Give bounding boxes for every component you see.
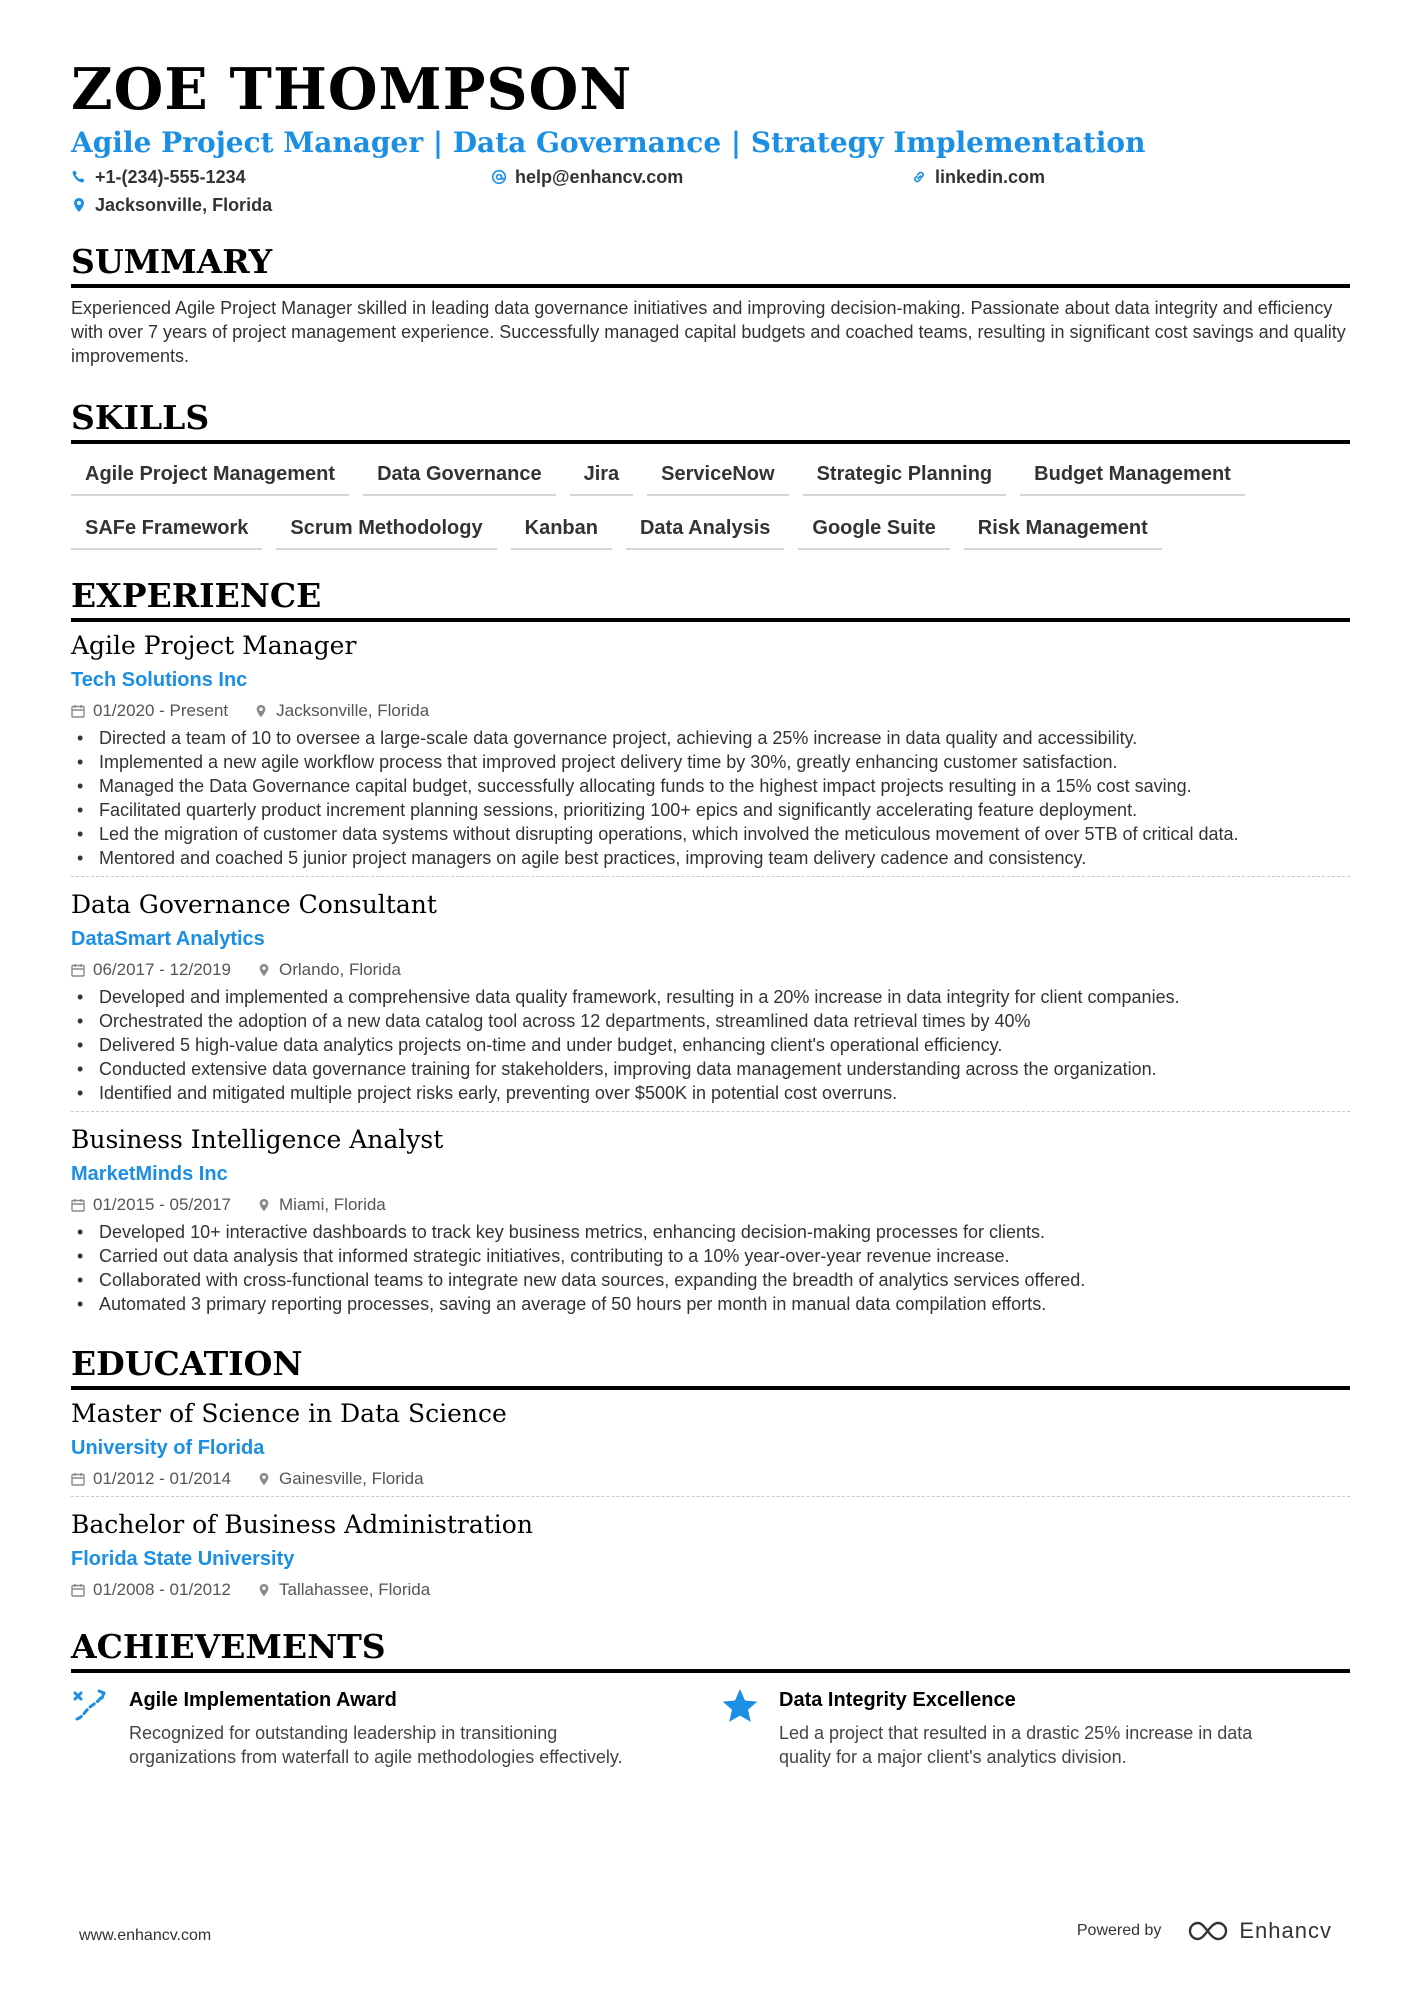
calendar-icon (71, 704, 85, 718)
skill-tag: Agile Project Management (71, 456, 349, 496)
location-pin-icon (71, 197, 87, 213)
email-address: help@enhancv.com (515, 166, 684, 187)
footer-branding (1077, 1918, 1332, 1944)
job-company[interactable]: MarketMinds Inc (71, 1163, 228, 1185)
education-entry (71, 1398, 1350, 1497)
school[interactable]: University of Florida (71, 1437, 265, 1459)
education-section (71, 1344, 1350, 1607)
skill-tag: Strategic Planning (803, 456, 1007, 496)
skill-tag: Jira (570, 456, 634, 496)
skills-section (71, 398, 1350, 550)
achievements-section (71, 1627, 1350, 1769)
job-dates: 06/2017 - 12/2019 (93, 960, 232, 979)
resume-page (71, 58, 1350, 1769)
job-company[interactable]: Tech Solutions Inc (71, 669, 248, 691)
job-location: Jacksonville, Florida (276, 701, 430, 720)
job-entry (71, 1124, 1350, 1322)
location-text: Jacksonville, Florida (95, 194, 273, 215)
skill-tag: Data Analysis (626, 510, 784, 550)
bullet-item: • Managed the Data Governance capital budget, successfully allocating funds to the highest impact projects resulting in a 15% cost saving. (71, 774, 1350, 798)
job-bullets (71, 726, 1350, 870)
bullet-item: • Automated 3 primary reporting processes, saving an average of 50 hours per month in manual data compilation efforts. (71, 1292, 1350, 1316)
education-meta (71, 1579, 1350, 1601)
section-title-education: EDUCATION (71, 1344, 1350, 1390)
contact-info (71, 166, 1350, 216)
contact-phone[interactable] (71, 166, 491, 188)
route-icon (71, 1687, 109, 1725)
education-location: Tallahassee, Florida (279, 1580, 431, 1599)
phone-number: +1-(234)-555-1234 (95, 166, 246, 187)
location-pin-icon (257, 1198, 271, 1212)
bullet-item: • Developed 10+ interactive dashboards to track key business metrics, enhancing decision-making processes for clients. (71, 1220, 1350, 1244)
skill-tag: SAFe Framework (71, 510, 262, 550)
achievement-description: Led a project that resulted in a drastic 25% increase in data quality for a major client's analytics division. (779, 1723, 1253, 1767)
job-location: Orlando, Florida (279, 960, 401, 979)
job-bullets (71, 985, 1350, 1105)
skill-tag: Budget Management (1020, 456, 1245, 496)
education-entry (71, 1509, 1350, 1607)
section-title-summary: SUMMARY (71, 242, 1350, 288)
skills-list (71, 456, 1350, 550)
degree: Bachelor of Business Administration (71, 1510, 533, 1539)
experience-section (71, 576, 1350, 1322)
job-entry (71, 889, 1350, 1112)
job-dates: 01/2015 - 05/2017 (93, 1195, 232, 1214)
education-meta (71, 1468, 1350, 1490)
school[interactable]: Florida State University (71, 1548, 295, 1570)
education-dates: 01/2008 - 01/2012 (93, 1580, 232, 1599)
achievements-list (71, 1687, 1350, 1769)
candidate-name: ZOE THOMPSON (71, 56, 633, 123)
section-title-achievements: ACHIEVEMENTS (71, 1627, 1350, 1673)
skill-tag: Data Governance (363, 456, 556, 496)
calendar-icon (71, 1198, 85, 1212)
degree: Master of Science in Data Science (71, 1399, 507, 1428)
contact-linkedin[interactable] (911, 166, 1350, 188)
job-role: Agile Project Manager (71, 631, 357, 660)
job-bullets (71, 1220, 1350, 1316)
bullet-item: • Directed a team of 10 to oversee a large-scale data governance project, achieving a 25% increase in data quality and accessibility. (71, 726, 1350, 750)
powered-by-label: Powered by (1076, 1922, 1162, 1939)
bullet-item: • Led the migration of customer data systems without disrupting operations, which involved the meticulous movement of over 5TB of critical data. (71, 822, 1350, 846)
summary-section (71, 242, 1350, 368)
skill-tag: ServiceNow (647, 456, 788, 496)
calendar-icon (71, 1472, 85, 1486)
calendar-icon (71, 1583, 85, 1597)
achievement-item (71, 1687, 721, 1769)
bullet-item: • Implemented a new agile workflow process that improved project delivery time by 30%, greatly enhancing customer satisfaction. (71, 750, 1350, 774)
link-icon (911, 169, 927, 185)
location-pin-icon (254, 704, 268, 718)
job-meta (71, 1194, 1350, 1216)
at-icon (491, 169, 507, 185)
headline: Agile Project Manager | Data Governance | Strategy Implementation (71, 126, 1146, 159)
section-title-experience: EXPERIENCE (71, 576, 1350, 622)
enhancv-logo-icon (1187, 1920, 1231, 1942)
job-location: Miami, Florida (279, 1195, 386, 1214)
section-title-skills: SKILLS (71, 398, 1350, 444)
footer-website[interactable]: www.enhancv.com (79, 1927, 212, 1944)
job-company[interactable]: DataSmart Analytics (71, 928, 265, 950)
bullet-item: • Developed and implemented a comprehensive data quality framework, resulting in a 20% increase in data integrity for client companies. (71, 985, 1350, 1009)
skill-tag: Risk Management (964, 510, 1162, 550)
summary-text: Experienced Agile Project Manager skilled in leading data governance initiatives and improving decision-making. Passionate about data integrity and efficiency with over 7 years of project management experience. Successfully managed capital budgets and coached teams, resulting in significant cost savings and quality improvements. (71, 298, 1346, 366)
contact-location (71, 194, 491, 216)
skill-tag: Kanban (511, 510, 612, 550)
skill-tag: Google Suite (798, 510, 949, 550)
job-role: Data Governance Consultant (71, 890, 437, 919)
skill-tag: Scrum Methodology (276, 510, 496, 550)
achievement-description: Recognized for outstanding leadership in transitioning organizations from waterfall to agile methodologies effectively. (129, 1723, 623, 1767)
bullet-item: • Facilitated quarterly product increment planning sessions, prioritizing 100+ epics and significantly accelerating feature deployment. (71, 798, 1350, 822)
job-dates: 01/2020 - Present (93, 701, 229, 720)
brand-name: Enhancv (1239, 1918, 1332, 1943)
location-pin-icon (257, 1583, 271, 1597)
achievement-item (721, 1687, 1350, 1769)
job-meta (71, 700, 1350, 722)
bullet-item: • Collaborated with cross-functional teams to integrate new data sources, expanding the breadth of analytics services offered. (71, 1268, 1350, 1292)
bullet-item: • Identified and mitigated multiple project risks early, preventing over $500K in potential cost overruns. (71, 1081, 1350, 1105)
linkedin-url: linkedin.com (935, 166, 1046, 187)
bullet-item: • Orchestrated the adoption of a new data catalog tool across 12 departments, streamlined data retrieval times by 40% (71, 1009, 1350, 1033)
calendar-icon (71, 963, 85, 977)
job-meta (71, 959, 1350, 981)
job-entry (71, 630, 1350, 877)
education-dates: 01/2012 - 01/2014 (93, 1469, 232, 1488)
bullet-item: • Carried out data analysis that informed strategic initiatives, contributing to a 10% year-over-year revenue increase. (71, 1244, 1350, 1268)
achievement-title: Data Integrity Excellence (779, 1689, 1016, 1711)
job-role: Business Intelligence Analyst (71, 1125, 444, 1154)
location-pin-icon (257, 963, 271, 977)
contact-email[interactable] (491, 166, 911, 188)
achievement-title: Agile Implementation Award (129, 1689, 397, 1711)
bullet-item: • Delivered 5 high-value data analytics projects on-time and under budget, enhancing client's operational efficiency. (71, 1033, 1350, 1057)
location-pin-icon (257, 1472, 271, 1486)
star-icon (721, 1687, 759, 1725)
bullet-item: • Conducted extensive data governance training for stakeholders, improving data management understanding across the organization. (71, 1057, 1350, 1081)
enhancv-logo[interactable] (1187, 1918, 1332, 1944)
bullet-item: • Mentored and coached 5 junior project managers on agile best practices, improving team delivery cadence and consistency. (71, 846, 1350, 870)
phone-icon (71, 169, 87, 185)
education-location: Gainesville, Florida (279, 1469, 424, 1488)
